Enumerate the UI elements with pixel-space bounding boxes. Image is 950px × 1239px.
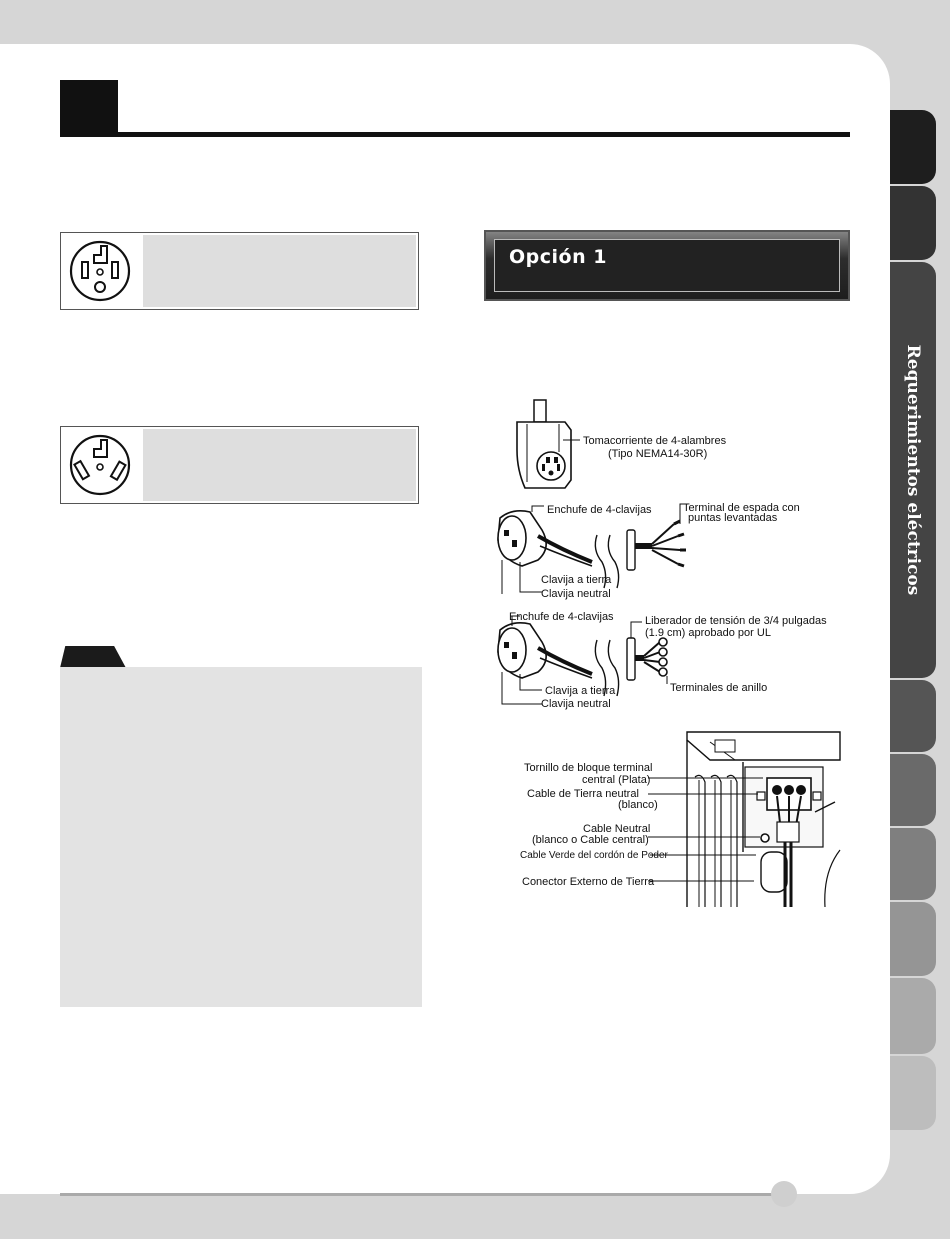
option-banner [484, 230, 850, 301]
side-tab-2[interactable] [890, 186, 936, 260]
terminal-block-leader-lines [648, 775, 763, 885]
three-wire-socket-box [60, 426, 419, 504]
neutral-wire-label-2: (blanco o Cable central) [532, 834, 649, 846]
green-wire-label: Cable Verde del cordón de Poder [520, 850, 668, 861]
four-wire-receptacle-icon [61, 233, 143, 309]
option-banner-label: Opción 1 [509, 246, 607, 268]
side-tab-5[interactable] [890, 754, 936, 826]
neutral-pin-label-2: Clavija neutral [541, 588, 611, 600]
strain-relief-label-1: Liberador de tensión de 3/4 pulgadas [645, 615, 827, 627]
footer-rule [60, 1193, 780, 1196]
three-wire-socket-note [143, 429, 416, 501]
neutral-wire-label-1: Cable Neutral [583, 823, 651, 835]
receptacle-label-2: (Tipo NEMA14-30R) [608, 448, 708, 460]
side-tab-8[interactable] [890, 978, 936, 1054]
three-wire-socket-cell [61, 427, 143, 503]
section-title-rule [60, 132, 850, 137]
side-tab-4[interactable] [890, 680, 936, 752]
page-number-dot [771, 1181, 797, 1207]
option-banner-inner [494, 239, 840, 292]
side-tab-electrical-label: Requerimientos eléctricos [903, 344, 923, 596]
four-wire-socket-box [60, 232, 419, 310]
spade-terminal-label-2: puntas levantadas [688, 512, 778, 524]
plug-label-3: Enchufe de 4-clavijas [509, 611, 614, 623]
side-tab-9[interactable] [890, 1056, 936, 1130]
plug-label-2: Enchufe de 4-clavijas [547, 504, 652, 516]
spade-terminal-label-1: Terminal de espada con [683, 502, 800, 514]
strain-relief-label-2: (1.9 cm) aprobado por UL [645, 627, 771, 639]
ground-pin-label-2: Clavija a tierra [541, 574, 612, 586]
terminal-screw-label-1: Tornillo de bloque terminal [524, 762, 653, 774]
note-panel [60, 667, 422, 1007]
side-tab-1[interactable] [890, 110, 936, 184]
ground-pin-label-3: Clavija a tierra [545, 685, 616, 697]
neutral-ground-label-1: Cable de Tierra neutral [527, 788, 639, 800]
neutral-ground-label-2: (blanco) [618, 799, 658, 811]
four-wire-socket-cell [61, 233, 143, 309]
receptacle-label-1: Tomacorriente de 4-alambres [583, 435, 727, 447]
ring-terminal-label: Terminales de anillo [670, 682, 768, 694]
four-wire-socket-note [143, 235, 416, 307]
external-ground-label: Conector Externo de Tierra [522, 876, 655, 888]
section-number-block [60, 80, 118, 136]
side-tab-6[interactable] [890, 828, 936, 900]
side-tab-7[interactable] [890, 902, 936, 976]
receptacle-diagram [505, 400, 625, 500]
terminal-screw-label-2: central (Plata) [582, 774, 651, 786]
side-tab-electrical[interactable] [890, 262, 936, 678]
neutral-pin-label-3: Clavija neutral [541, 698, 611, 710]
three-wire-receptacle-icon [61, 427, 143, 503]
page-corner-strip [817, 1194, 950, 1239]
